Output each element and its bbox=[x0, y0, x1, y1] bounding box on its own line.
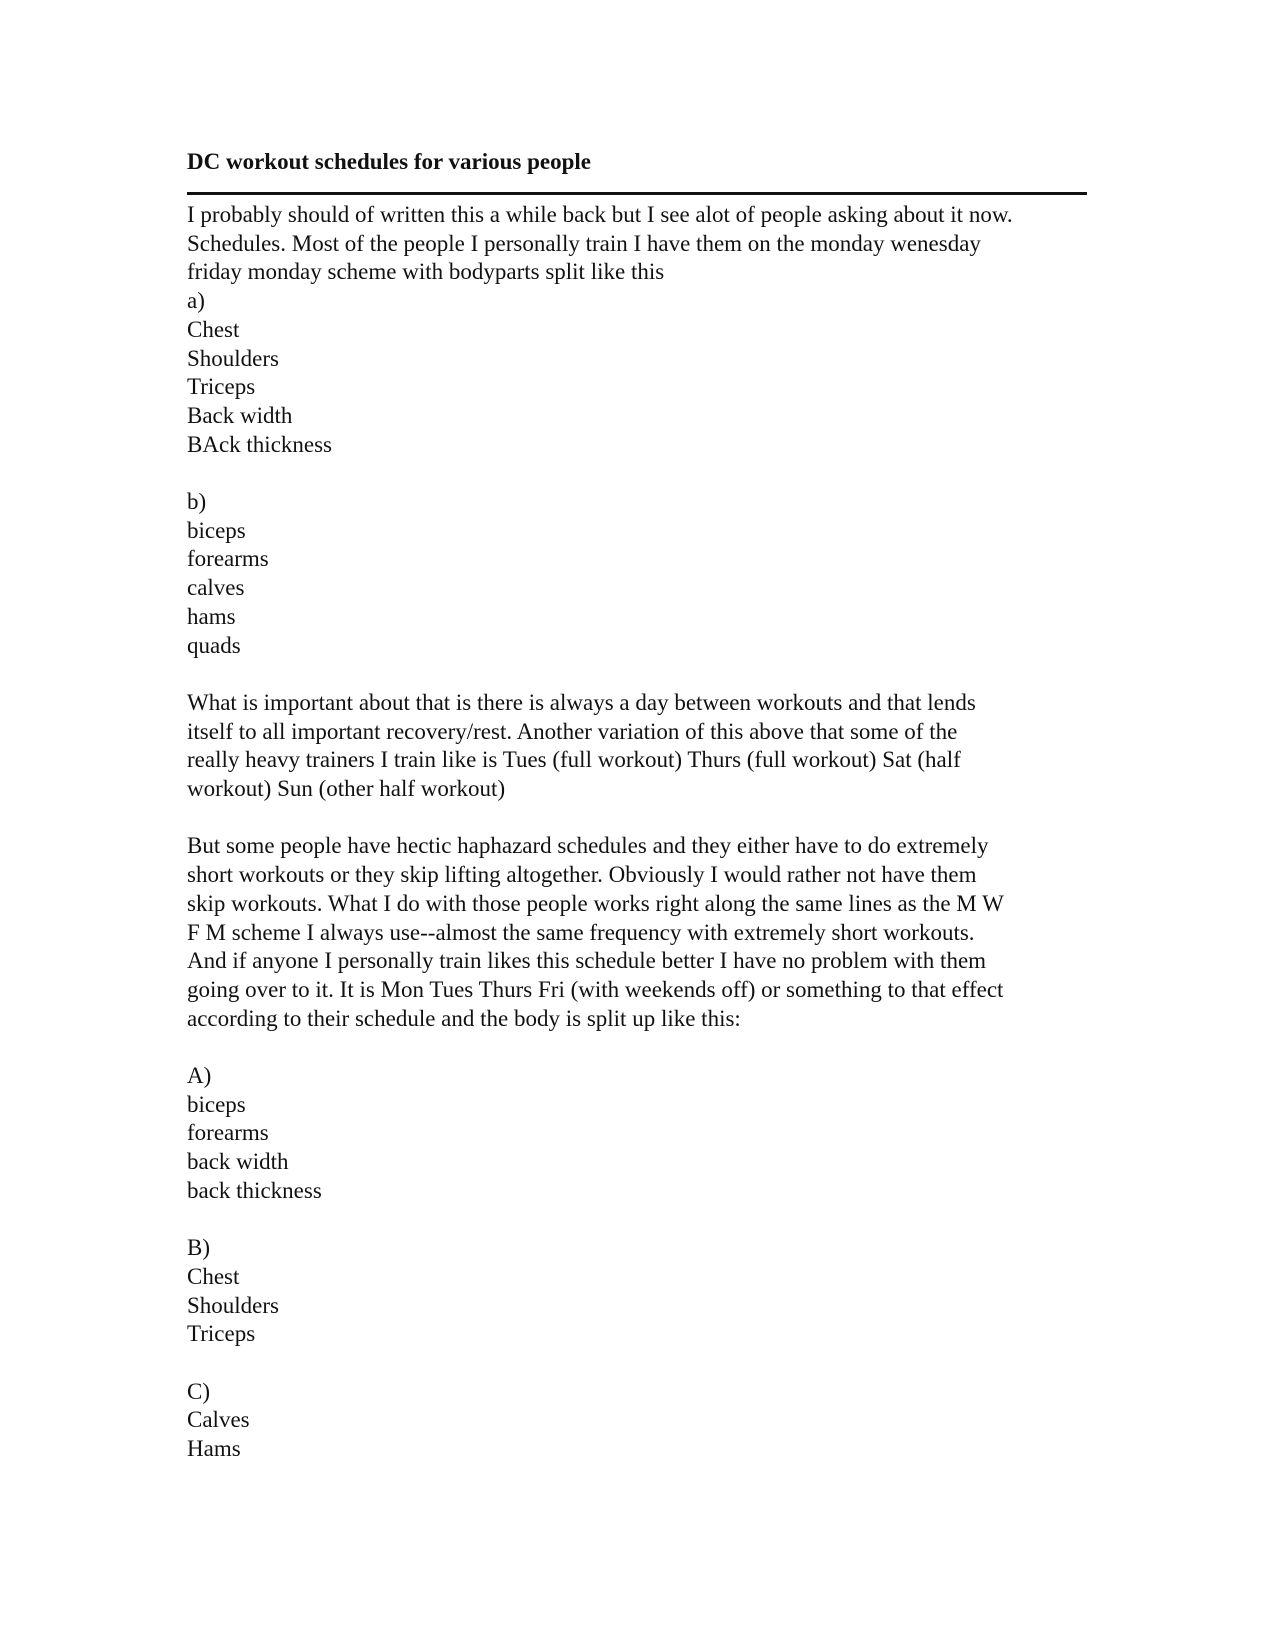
list-item: forearms bbox=[187, 1120, 269, 1146]
split-a-list bbox=[187, 287, 1087, 459]
paragraph-line: really heavy trainers I train like is Tues (full workout) Thurs (full workout) Sat (half bbox=[187, 747, 961, 773]
list-item: forearms bbox=[187, 546, 269, 572]
paragraph-line: workout) Sun (other half workout) bbox=[187, 776, 506, 802]
split-C-label: C) bbox=[187, 1378, 210, 1404]
paragraph-line: F M scheme I always use--almost the same frequency with extremely short workouts. bbox=[187, 919, 975, 945]
paragraph-line: according to their schedule and the body is split up like this: bbox=[187, 1005, 741, 1031]
list-item: Shoulders bbox=[187, 1292, 279, 1318]
intro-line: Schedules. Most of the people I personally train I have them on the monday wenesday bbox=[187, 230, 981, 256]
list-item: back thickness bbox=[187, 1177, 322, 1203]
schedule-paragraph bbox=[187, 832, 1087, 1033]
blank-line bbox=[187, 1349, 1087, 1378]
list-item: calves bbox=[187, 575, 245, 601]
split-B-label: B) bbox=[187, 1235, 210, 1261]
split-b-label: b) bbox=[187, 489, 207, 515]
list-item: Back width bbox=[187, 402, 293, 428]
paragraph-line: short workouts or they skip lifting altogether. Obviously I would rather not have them bbox=[187, 862, 977, 888]
blank-line bbox=[187, 804, 1087, 833]
blank-line bbox=[187, 660, 1087, 689]
paragraph-line: And if anyone I personally train likes this schedule better I have no problem with them bbox=[187, 948, 987, 974]
paragraph-line: But some people have hectic haphazard schedules and they either have to do extremely bbox=[187, 833, 989, 859]
blank-line bbox=[187, 1033, 1087, 1062]
list-item: Hams bbox=[187, 1436, 241, 1462]
paragraph-line: skip workouts. What I do with those people works right along the same lines as the M W bbox=[187, 890, 1004, 916]
list-item: biceps bbox=[187, 1091, 246, 1117]
split-a-label: a) bbox=[187, 288, 205, 314]
list-item: quads bbox=[187, 632, 241, 658]
split-C-list bbox=[187, 1378, 1087, 1464]
intro-line: I probably should of written this a while back but I see alot of people asking about it now. bbox=[187, 202, 1013, 227]
split-B-list bbox=[187, 1234, 1087, 1349]
list-item: Triceps bbox=[187, 1321, 256, 1347]
list-item: BAck thickness bbox=[187, 431, 333, 457]
paragraph-line: What is important about that is there is always a day between workouts and that lends bbox=[187, 689, 976, 715]
intro-line: friday monday scheme with bodyparts split like this bbox=[187, 259, 665, 285]
blank-line bbox=[187, 459, 1087, 488]
paragraph-line: going over to it. It is Mon Tues Thurs Fri (with weekends off) or something to that effect bbox=[187, 976, 1004, 1002]
split-A-label: A) bbox=[187, 1063, 212, 1089]
paragraph-line: itself to all important recovery/rest. Another variation of this above that some of the bbox=[187, 718, 958, 744]
list-item: Shoulders bbox=[187, 345, 279, 371]
split-A-list bbox=[187, 1062, 1087, 1206]
list-item: Chest bbox=[187, 1263, 240, 1289]
blank-line bbox=[187, 1206, 1087, 1235]
list-item: hams bbox=[187, 603, 236, 629]
recovery-paragraph bbox=[187, 689, 1087, 804]
list-item: Chest bbox=[187, 316, 240, 342]
list-item: back width bbox=[187, 1149, 289, 1175]
intro-paragraph bbox=[187, 201, 1087, 287]
title-divider bbox=[187, 192, 1087, 195]
document-content bbox=[187, 148, 1087, 1464]
document-title: DC workout schedules for various people bbox=[187, 149, 592, 174]
split-b-list bbox=[187, 488, 1087, 660]
list-item: Calves bbox=[187, 1407, 250, 1433]
list-item: biceps bbox=[187, 517, 246, 543]
list-item: Triceps bbox=[187, 374, 256, 400]
